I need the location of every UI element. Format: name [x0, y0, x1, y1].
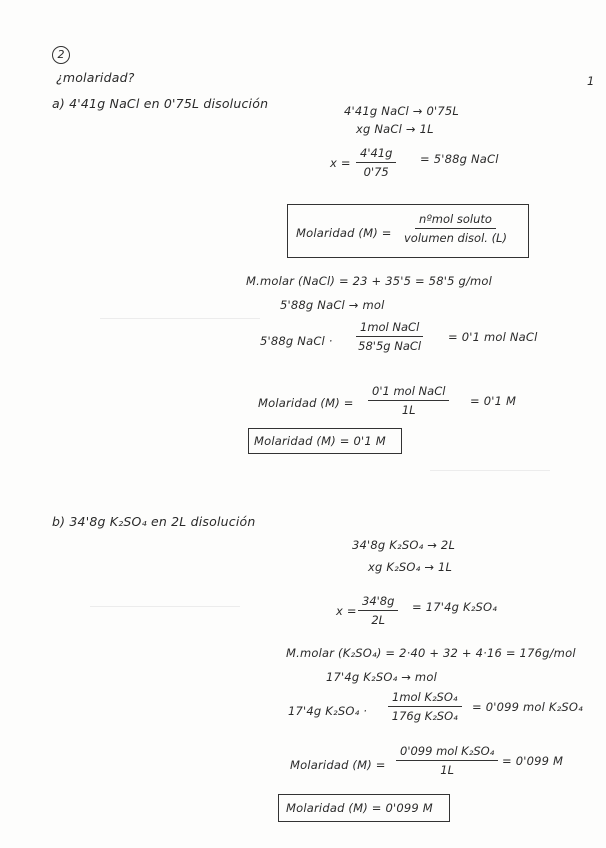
part-a-molarity-fraction [368, 384, 449, 417]
part-a-conversion-line: 5'88g NaCl → mol [280, 298, 385, 312]
part-b-rule-line-2: xg K₂SO₄ → 1L [368, 560, 453, 574]
part-b-rule-line-1: 34'8g K₂SO₄ → 2L [352, 538, 456, 552]
fraction-denominator: 58'5g NaCl [358, 339, 422, 353]
part-b-x-label: x = [336, 604, 357, 618]
fraction-numerator: 1mol K₂SO₄ [388, 690, 462, 707]
part-a-x-fraction [356, 146, 396, 179]
part-a-conversion-fraction [356, 320, 423, 353]
part-b-molarity-label: Molaridad (M) = [290, 758, 386, 772]
part-b-conversion-left: 17'4g K₂SO₄ · [288, 704, 368, 718]
bleed-through-mark [90, 606, 240, 607]
fraction-denominator: 0'75 [363, 165, 389, 179]
exercise-title: ¿molaridad? [56, 70, 135, 85]
part-b-molar-mass: M.molar (K₂SO₄) = 2·40 + 32 + 4·16 = 176g/mol [286, 646, 576, 660]
fraction-denominator: 1L [440, 763, 455, 777]
part-a-answer: Molaridad (M) = 0'1 M [254, 434, 386, 448]
part-a-molar-mass: M.molar (NaCl) = 23 + 35'5 = 58'5 g/mol [246, 274, 493, 288]
part-b-molarity-result: = 0'099 M [502, 754, 564, 768]
part-a-x-label: x = [330, 156, 351, 170]
part-b-statement: b) 34'8g K₂SO₄ en 2L disolución [52, 514, 256, 529]
part-a-molarity-result: = 0'1 M [470, 394, 517, 408]
fraction-denominator: 176g K₂SO₄ [391, 709, 458, 723]
part-b-conversion-result: = 0'099 mol K₂SO₄ [472, 700, 583, 714]
fraction-numerator: nºmol soluto [415, 212, 496, 229]
formula-fraction [404, 212, 507, 245]
fraction-denominator: volumen disol. (L) [404, 231, 507, 245]
fraction-denominator: 2L [371, 613, 386, 627]
formula-label: Molaridad (M) = [296, 226, 392, 240]
part-b-molarity-fraction [396, 744, 498, 777]
margin-mark: 1 [587, 74, 595, 88]
part-a-statement: a) 4'41g NaCl en 0'75L disolución [52, 96, 269, 111]
fraction-numerator: 0'099 mol K₂SO₄ [396, 744, 498, 761]
part-a-rule-line-1: 4'41g NaCl → 0'75L [344, 104, 460, 118]
fraction-denominator: 1L [401, 403, 416, 417]
exercise-number: 2 [52, 46, 70, 64]
fraction-numerator: 34'8g [358, 594, 398, 611]
part-a-conversion-result: = 0'1 mol NaCl [448, 330, 538, 344]
bleed-through-mark [430, 470, 550, 471]
fraction-numerator: 1mol NaCl [356, 320, 423, 337]
part-b-answer: Molaridad (M) = 0'099 M [286, 801, 433, 815]
fraction-numerator: 0'1 mol NaCl [368, 384, 449, 401]
part-a-conversion-left: 5'88g NaCl · [260, 334, 333, 348]
fraction-numerator: 4'41g [356, 146, 396, 163]
part-b-conversion-line: 17'4g K₂SO₄ → mol [326, 670, 437, 684]
part-a-molarity-label: Molaridad (M) = [258, 396, 354, 410]
part-a-x-result: = 5'88g NaCl [420, 152, 499, 166]
part-b-x-result: = 17'4g K₂SO₄ [412, 600, 498, 614]
part-a-rule-line-2: xg NaCl → 1L [356, 122, 434, 136]
part-b-conversion-fraction [388, 690, 462, 723]
part-b-x-fraction [358, 594, 398, 627]
bleed-through-mark [100, 318, 260, 319]
